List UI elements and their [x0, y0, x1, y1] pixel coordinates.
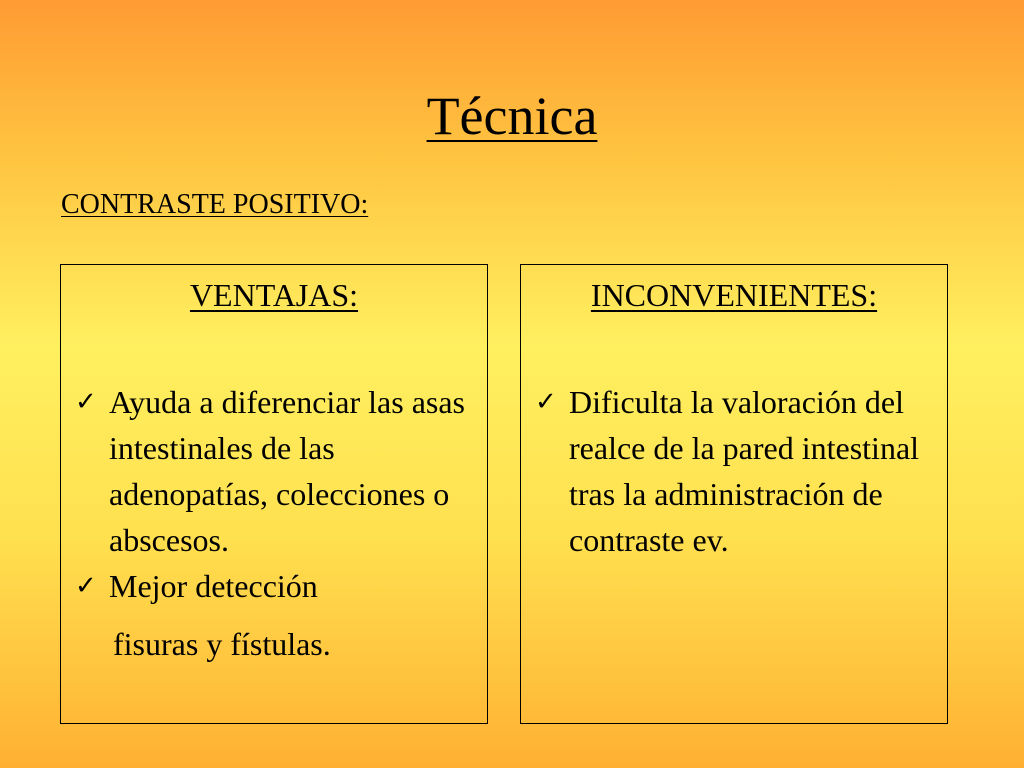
slide-title [0, 84, 1024, 148]
list-item-text: Mejor detección [109, 568, 318, 604]
ventajas-heading-text: VENTAJAS: [189, 277, 359, 313]
list-item [75, 563, 479, 609]
list-item-text: Dificulta la valoración del realce de la pared intestinal tras la administración de contraste ev. [569, 384, 920, 558]
ventajas-list [75, 379, 479, 667]
list-item-text: Ayuda a diferenciar las asas intestinales de las adenopatías, colecciones o abscesos. [109, 384, 465, 558]
ventajas-heading [61, 275, 487, 315]
inconvenientes-heading-text: INCONVENIENTES: [590, 277, 878, 313]
checkmark-icon: ✓ [75, 571, 97, 601]
inconvenientes-panel [520, 264, 948, 724]
inconvenientes-list [535, 379, 939, 563]
checkmark-icon: ✓ [535, 387, 557, 417]
ventajas-panel [60, 264, 488, 724]
inconvenientes-heading [521, 275, 947, 315]
slide-title-text: Técnica [426, 86, 598, 146]
checkmark-icon: ✓ [75, 387, 97, 417]
list-item [535, 379, 939, 563]
list-item [75, 379, 479, 563]
subtitle: CONTRASTE POSITIVO: [61, 189, 369, 220]
list-item-continuation: fisuras y fístulas. [113, 626, 331, 662]
